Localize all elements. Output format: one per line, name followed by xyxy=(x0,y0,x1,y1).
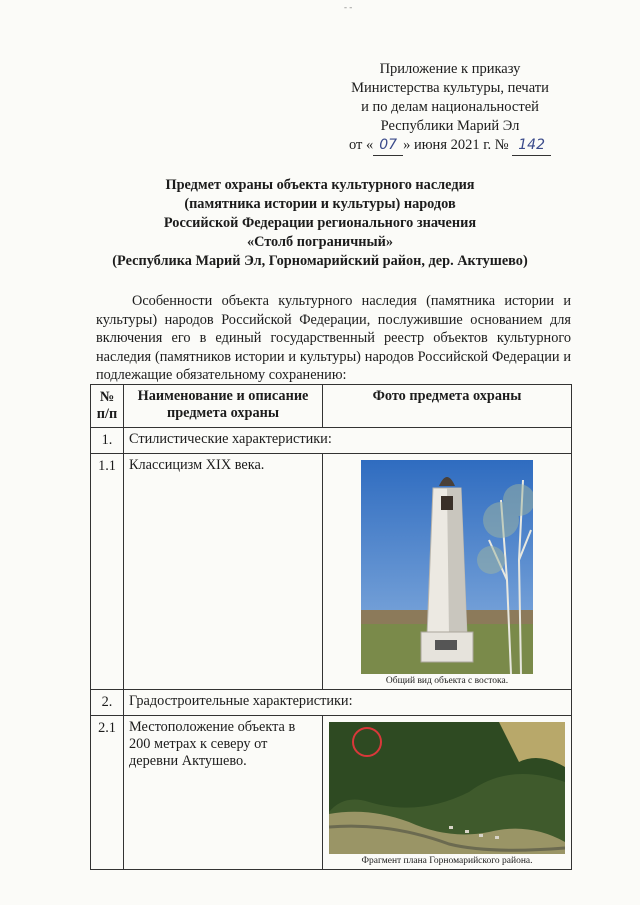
intro-text: Особенности объекта культурного наследия (памятника истории и культуры) народов Российской Федерации, послужившие основанием для включения его в единый государственный реестр объектов культурного наследия (памятников истории и культуры) народов Российской Федерации и подлежащие обязательному сохранению: xyxy=(96,293,571,383)
document-title xyxy=(60,176,580,271)
table-row xyxy=(91,454,572,690)
handwritten-day: 07 xyxy=(373,136,403,156)
order-date-line xyxy=(330,136,570,156)
header-name: Наименование и описание предмета охраны xyxy=(124,385,323,428)
protection-table xyxy=(90,384,572,870)
monument-photo xyxy=(361,460,533,674)
photo-cell xyxy=(323,716,572,870)
appendix-line: Республики Марий Эл xyxy=(380,118,520,134)
photo-cell xyxy=(323,454,572,690)
page-mark: - - xyxy=(344,2,353,12)
aerial-map-image xyxy=(329,722,565,854)
header-photo: Фото предмета охраны xyxy=(323,385,572,428)
title-line: (Республика Марий Эл, Горномарийский район, дер. Актушево) xyxy=(112,253,528,269)
intro-paragraph xyxy=(96,292,571,385)
row-text: Классицизм XIX века. xyxy=(124,454,323,690)
appendix-line: Министерства культуры, печати xyxy=(351,80,549,96)
table-row xyxy=(91,716,572,870)
photo-caption: Общий вид объекта с востока. xyxy=(385,676,509,686)
row-text: Местоположение объекта в 200 метрах к северу от деревни Актушево. xyxy=(124,716,323,870)
appendix-line: и по делам национальностей xyxy=(361,99,539,115)
title-line: (памятника истории и культуры) народов xyxy=(184,196,456,212)
table-row xyxy=(91,428,572,454)
title-line: Предмет охраны объекта культурного наследия xyxy=(165,177,475,193)
appendix-block xyxy=(330,60,570,156)
appendix-line: Приложение к приказу xyxy=(379,61,521,77)
title-line: «Столб пограничный» xyxy=(246,234,394,250)
table-header-row xyxy=(91,385,572,428)
title-line: Российской Федерации регионального значения xyxy=(163,215,477,231)
row-number: 1.1 xyxy=(91,454,124,690)
date-mid: » июня 2021 г. № xyxy=(403,137,509,153)
photo-caption: Фрагмент плана Горномарийского района. xyxy=(361,856,533,866)
row-number: 2.1 xyxy=(91,716,124,870)
handwritten-order-number: 142 xyxy=(512,136,551,156)
header-number: № п/п xyxy=(91,385,124,428)
row-number: 2. xyxy=(91,690,124,716)
row-text: Градостроительные характеристики: xyxy=(124,690,572,716)
row-text: Стилистические характеристики: xyxy=(124,428,572,454)
row-number: 1. xyxy=(91,428,124,454)
date-prefix: от « xyxy=(348,137,374,153)
table-row xyxy=(91,690,572,716)
